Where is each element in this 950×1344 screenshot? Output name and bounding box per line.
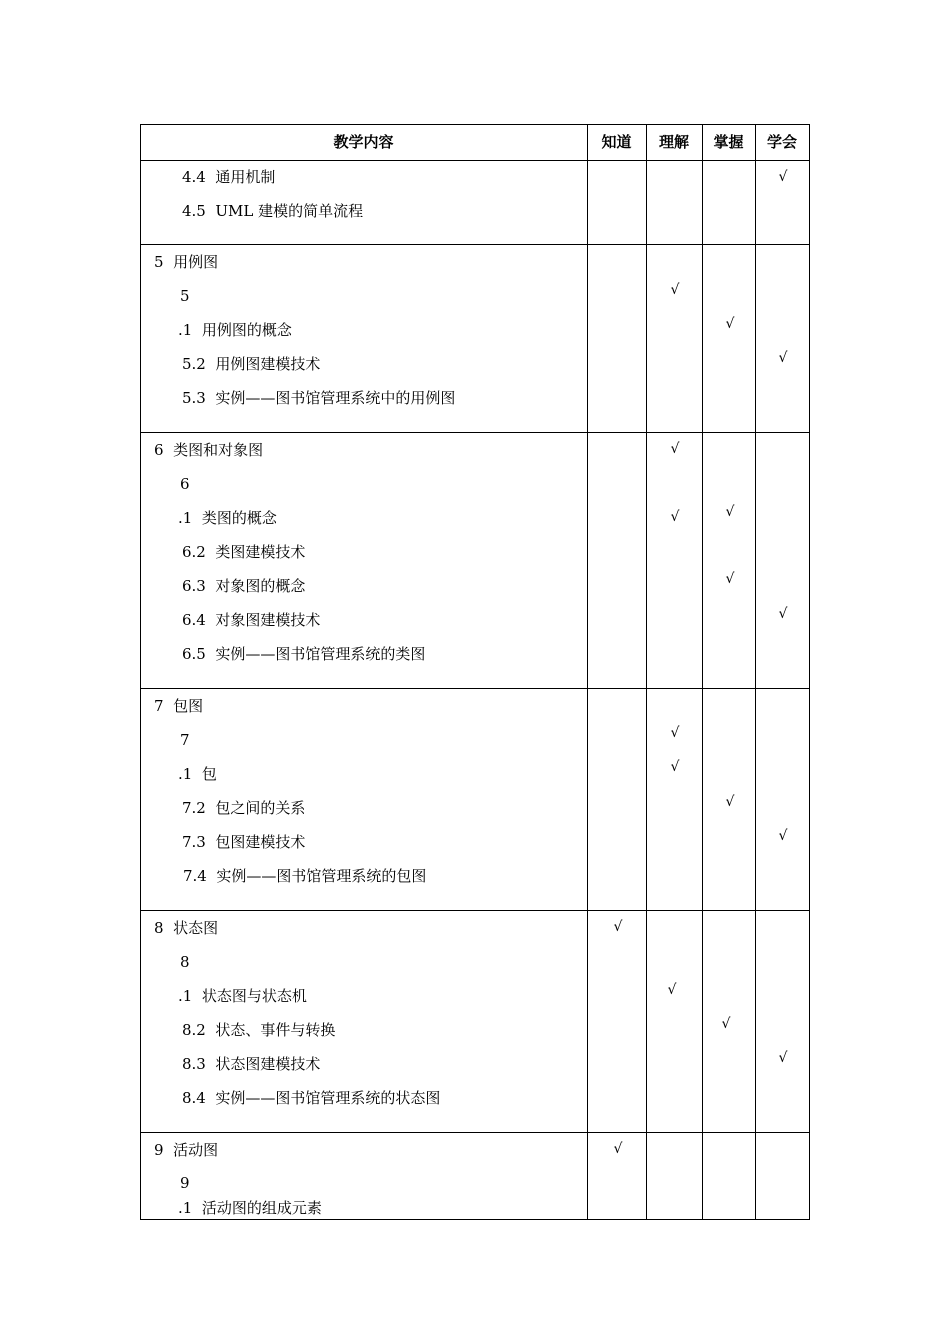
curriculum-table bbox=[140, 124, 810, 1220]
content-line: .1 用例图的概念 bbox=[178, 321, 292, 339]
content-line: 7 bbox=[180, 731, 190, 749]
content-line: 6 类图和对象图 bbox=[154, 441, 264, 459]
header-know: 知道 bbox=[601, 133, 632, 151]
content-line: 8.2 状态、事件与转换 bbox=[182, 1021, 336, 1039]
content-line: 4.5 UML 建模的简单流程 bbox=[182, 202, 364, 220]
header-master: 掌握 bbox=[713, 133, 744, 151]
table-border-top bbox=[140, 124, 810, 125]
check-mark-master: √ bbox=[725, 794, 735, 810]
check-mark-learn: √ bbox=[778, 169, 788, 185]
check-mark-master: √ bbox=[725, 504, 735, 520]
content-line: .1 包 bbox=[178, 765, 217, 783]
content-line: 8.3 状态图建模技术 bbox=[182, 1055, 321, 1073]
content-line: 8 bbox=[180, 953, 190, 971]
column-divider bbox=[755, 124, 756, 1220]
section-divider bbox=[140, 910, 810, 911]
section-divider bbox=[140, 688, 810, 689]
content-line: 4.4 通用机制 bbox=[182, 168, 276, 186]
check-mark-learn: √ bbox=[778, 828, 788, 844]
content-line: 9 活动图 bbox=[154, 1141, 219, 1159]
check-mark-learn: √ bbox=[778, 350, 788, 366]
check-mark-understand: √ bbox=[670, 725, 680, 741]
header-content: 教学内容 bbox=[333, 133, 394, 151]
check-mark-master: √ bbox=[721, 1016, 731, 1032]
section-divider bbox=[140, 1132, 810, 1133]
content-line: .1 活动图的组成元素 bbox=[178, 1199, 322, 1217]
check-mark-understand: √ bbox=[670, 282, 680, 298]
content-line: 7 包图 bbox=[154, 697, 204, 715]
check-mark-learn: √ bbox=[778, 606, 788, 622]
check-mark-know: √ bbox=[613, 919, 623, 935]
content-line: 7.3 包图建模技术 bbox=[182, 833, 306, 851]
content-line: 9 bbox=[180, 1174, 190, 1192]
content-line: 6.5 实例——图书馆管理系统的类图 bbox=[182, 645, 426, 663]
check-mark-know: √ bbox=[613, 1141, 623, 1157]
check-mark-understand: √ bbox=[667, 982, 677, 998]
table-border-bottom bbox=[140, 1219, 810, 1220]
content-line: 6.2 类图建模技术 bbox=[182, 543, 306, 561]
section-divider bbox=[140, 244, 810, 245]
content-line: 5 bbox=[180, 287, 190, 305]
column-divider bbox=[587, 124, 588, 1220]
table-border-left bbox=[140, 124, 141, 1220]
content-line: 8.4 实例——图书馆管理系统的状态图 bbox=[182, 1089, 441, 1107]
content-line: 6.4 对象图建模技术 bbox=[182, 611, 321, 629]
content-line: .1 类图的概念 bbox=[178, 509, 277, 527]
content-line: 8 状态图 bbox=[154, 919, 219, 937]
table-border-right bbox=[809, 124, 810, 1220]
check-mark-understand: √ bbox=[670, 759, 680, 775]
column-divider bbox=[646, 124, 647, 1220]
content-line: 7.2 包之间的关系 bbox=[182, 799, 306, 817]
content-line: 6 bbox=[180, 475, 190, 493]
header-understand: 理解 bbox=[658, 133, 689, 151]
column-divider bbox=[702, 124, 703, 1220]
content-line: 5.2 用例图建模技术 bbox=[182, 355, 321, 373]
content-line: 6.3 对象图的概念 bbox=[182, 577, 306, 595]
content-line: .1 状态图与状态机 bbox=[178, 987, 307, 1005]
check-mark-master: √ bbox=[725, 316, 735, 332]
content-line: 5.3 实例——图书馆管理系统中的用例图 bbox=[182, 389, 456, 407]
content-line: 5 用例图 bbox=[154, 253, 219, 271]
header-learn: 学会 bbox=[766, 133, 797, 151]
check-mark-master: √ bbox=[725, 571, 735, 587]
check-mark-learn: √ bbox=[778, 1050, 788, 1066]
check-mark-understand: √ bbox=[670, 441, 680, 457]
header-divider bbox=[140, 160, 810, 161]
content-line: 7.4 实例——图书馆管理系统的包图 bbox=[183, 867, 427, 885]
section-divider bbox=[140, 432, 810, 433]
check-mark-understand: √ bbox=[670, 509, 680, 525]
